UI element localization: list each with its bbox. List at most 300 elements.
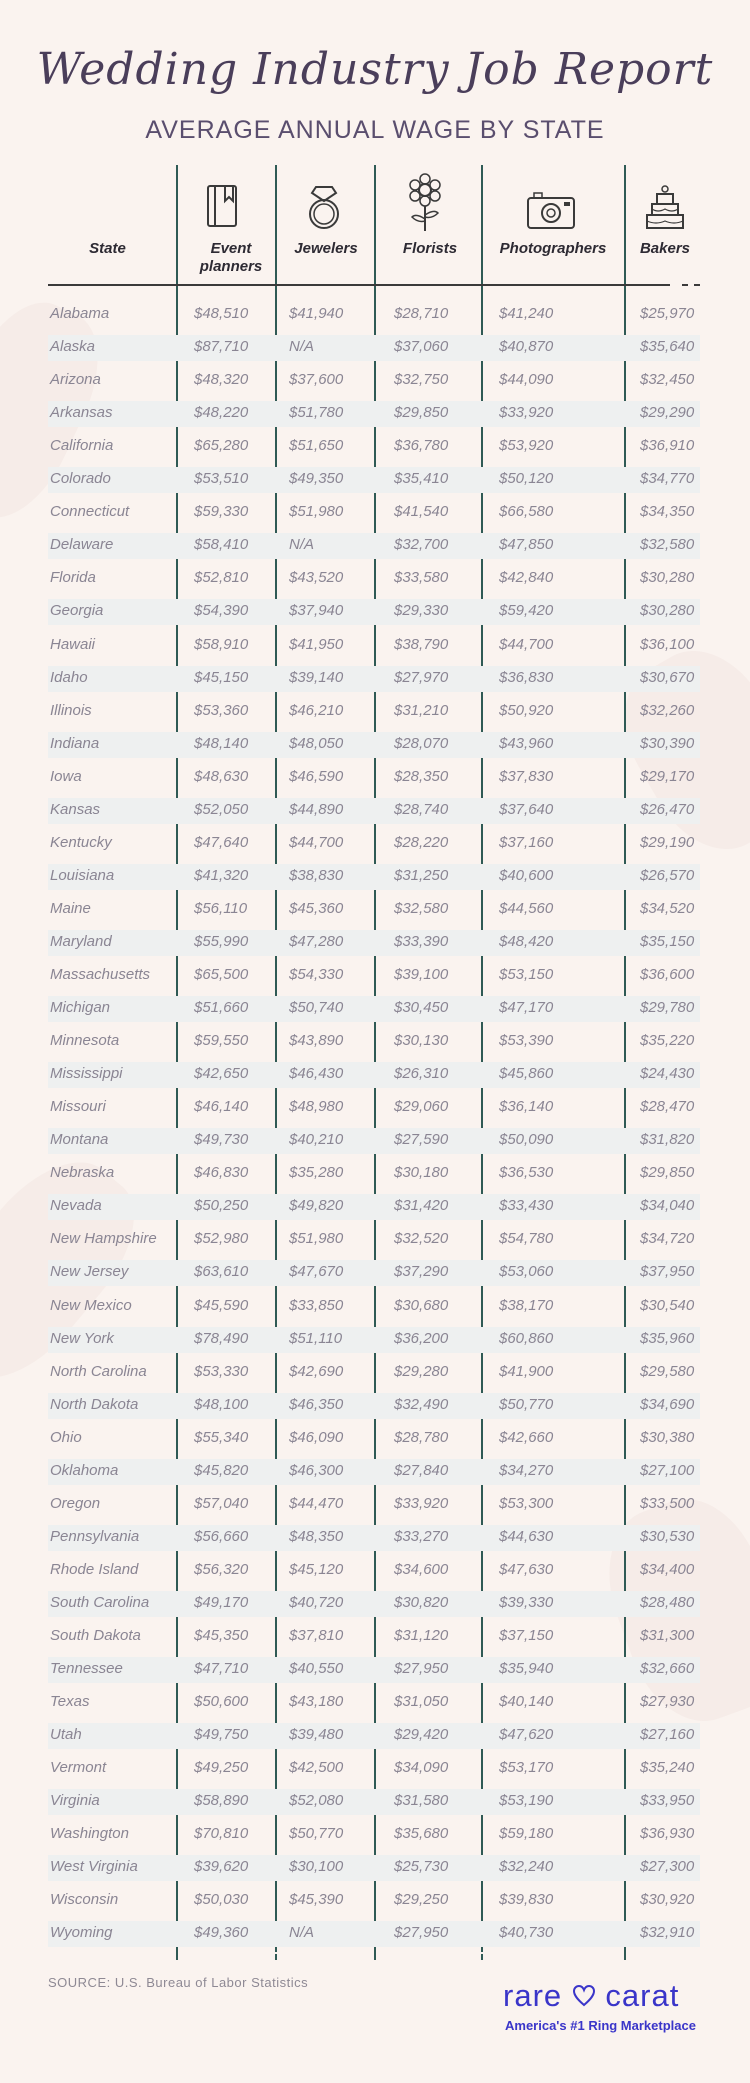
table-row-band <box>48 1062 700 1088</box>
table-row-band <box>48 1393 700 1419</box>
cell-photographers: $47,620 <box>499 1726 554 1744</box>
table-row-band <box>48 1723 700 1749</box>
cell-state: Virginia <box>50 1792 100 1810</box>
cell-florists: $25,730 <box>394 1858 449 1876</box>
cell-photographers: $40,870 <box>499 338 554 356</box>
cell-state: Texas <box>50 1693 90 1711</box>
cell-event-planners: $50,250 <box>194 1197 249 1215</box>
cell-bakers: $32,580 <box>640 536 695 554</box>
cell-photographers: $40,600 <box>499 866 554 884</box>
cell-florists: $27,950 <box>394 1924 449 1942</box>
cell-event-planners: $46,140 <box>194 1098 249 1116</box>
table-row-band <box>48 1525 700 1551</box>
cell-florists: $29,060 <box>394 1098 449 1116</box>
cell-jewelers: $40,720 <box>289 1593 344 1611</box>
cell-event-planners: $56,320 <box>194 1560 249 1578</box>
cell-event-planners: $53,360 <box>194 701 249 719</box>
table-row-band <box>48 401 700 427</box>
cell-event-planners: $54,390 <box>194 602 249 620</box>
cell-photographers: $54,780 <box>499 1230 554 1248</box>
cell-florists: $28,740 <box>394 800 449 818</box>
cell-event-planners: $50,600 <box>194 1693 249 1711</box>
cell-photographers: $50,090 <box>499 1131 554 1149</box>
cell-florists: $35,410 <box>394 470 449 488</box>
cell-jewelers: $51,650 <box>289 437 344 455</box>
cell-florists: $38,790 <box>394 635 449 653</box>
cell-event-planners: $47,640 <box>194 833 249 851</box>
cell-bakers: $35,150 <box>640 932 695 950</box>
cell-event-planners: $47,710 <box>194 1660 249 1678</box>
cell-event-planners: $52,980 <box>194 1230 249 1248</box>
cell-bakers: $30,280 <box>640 569 695 587</box>
cell-state: Montana <box>50 1131 109 1149</box>
cell-bakers: $29,850 <box>640 1164 695 1182</box>
cell-jewelers: $50,740 <box>289 999 344 1017</box>
header-state: State <box>89 240 126 257</box>
cell-state: Mississippi <box>50 1065 123 1083</box>
cell-jewelers: $39,480 <box>289 1726 344 1744</box>
cell-state: California <box>50 437 114 455</box>
cell-state: Rhode Island <box>50 1560 139 1578</box>
cell-jewelers: $46,090 <box>289 1428 344 1446</box>
table-row-band <box>48 1128 700 1154</box>
cell-photographers: $44,560 <box>499 899 554 917</box>
cell-state: Vermont <box>50 1759 107 1777</box>
cell-photographers: $60,860 <box>499 1329 554 1347</box>
cell-jewelers: $45,390 <box>289 1891 344 1909</box>
cell-photographers: $53,390 <box>499 1032 554 1050</box>
cell-state: Maryland <box>50 932 112 950</box>
cell-event-planners: $45,590 <box>194 1296 249 1314</box>
cell-event-planners: $87,710 <box>194 338 249 356</box>
cell-state: Maine <box>50 899 91 917</box>
cell-jewelers: $43,180 <box>289 1693 344 1711</box>
cell-photographers: $45,860 <box>499 1065 554 1083</box>
cell-state: Alabama <box>50 305 110 322</box>
cell-event-planners: $48,100 <box>194 1395 249 1413</box>
cell-florists: $41,540 <box>394 503 449 521</box>
cell-bakers: $35,240 <box>640 1759 695 1777</box>
cell-jewelers: $42,500 <box>289 1759 344 1777</box>
cell-florists: $29,850 <box>394 404 449 422</box>
cell-event-planners: $55,340 <box>194 1428 249 1446</box>
cell-jewelers: $42,690 <box>289 1362 344 1380</box>
cell-florists: $36,200 <box>394 1329 449 1347</box>
cell-bakers: $36,930 <box>640 1825 695 1843</box>
cell-event-planners: $39,620 <box>194 1858 249 1876</box>
cell-florists: $31,250 <box>394 866 449 884</box>
cell-jewelers: N/A <box>289 338 315 356</box>
cell-photographers: $37,150 <box>499 1627 554 1644</box>
cell-state: Kansas <box>50 800 101 818</box>
cell-bakers: $35,960 <box>640 1329 695 1347</box>
cell-state: Oregon <box>50 1494 101 1512</box>
cell-bakers: $29,190 <box>640 833 695 851</box>
cell-state: Georgia <box>50 602 104 620</box>
cell-photographers: $47,170 <box>499 999 554 1017</box>
cell-jewelers: $48,980 <box>289 1098 344 1116</box>
cell-florists: $27,970 <box>394 668 449 686</box>
table-row-band <box>48 996 700 1022</box>
cell-bakers: $27,930 <box>640 1693 695 1711</box>
cell-event-planners: $52,810 <box>194 569 249 587</box>
cell-bakers: $32,450 <box>640 371 695 389</box>
cell-florists: $33,920 <box>394 1494 449 1512</box>
cell-jewelers: $48,350 <box>289 1527 344 1545</box>
table-row-band <box>48 666 700 692</box>
cell-photographers: $33,430 <box>499 1197 554 1215</box>
cell-state: Connecticut <box>50 503 130 521</box>
cell-event-planners: $59,330 <box>194 503 249 521</box>
cell-state: New Jersey <box>50 1263 129 1281</box>
cell-florists: $28,780 <box>394 1428 449 1446</box>
cell-bakers: $30,530 <box>640 1527 695 1545</box>
cell-florists: $29,280 <box>394 1362 449 1380</box>
cell-photographers: $44,700 <box>499 635 554 653</box>
cell-photographers: $53,170 <box>499 1759 554 1777</box>
cell-photographers: $53,920 <box>499 437 554 455</box>
cell-jewelers: $46,590 <box>289 767 344 785</box>
cell-state: South Dakota <box>50 1627 141 1644</box>
cell-florists: $34,090 <box>394 1759 449 1777</box>
brand-name-left: rare <box>503 1978 563 2013</box>
cell-photographers: $41,240 <box>499 305 554 322</box>
table-row-band <box>48 533 700 559</box>
cell-jewelers: $54,330 <box>289 966 344 983</box>
cell-state: North Dakota <box>50 1395 139 1413</box>
cell-florists: $33,270 <box>394 1527 449 1545</box>
cell-event-planners: $56,110 <box>194 899 248 917</box>
cell-florists: $39,100 <box>394 966 449 983</box>
cell-bakers: $35,220 <box>640 1032 695 1050</box>
cell-event-planners: $49,170 <box>194 1593 249 1611</box>
cell-event-planners: $65,500 <box>194 966 249 983</box>
cell-photographers: $37,160 <box>499 833 554 851</box>
cell-state: South Carolina <box>50 1593 150 1611</box>
cell-florists: $32,520 <box>394 1230 449 1248</box>
cell-jewelers: $39,140 <box>289 668 344 686</box>
table-row-band <box>48 467 700 493</box>
cell-bakers: $30,920 <box>640 1891 695 1909</box>
cell-jewelers: $33,850 <box>289 1296 344 1314</box>
table-row-band <box>48 930 700 956</box>
cell-event-planners: $58,890 <box>194 1792 249 1810</box>
cell-event-planners: $49,730 <box>194 1131 249 1149</box>
brand-name-right: carat <box>605 1978 680 2013</box>
cell-state: Delaware <box>50 536 114 554</box>
cell-state: New Mexico <box>50 1296 132 1314</box>
header-bakers: Bakers <box>639 240 691 257</box>
cell-jewelers: $46,210 <box>289 701 344 719</box>
cell-state: Minnesota <box>50 1032 120 1050</box>
cell-florists: $29,420 <box>394 1726 449 1744</box>
cell-bakers: $28,480 <box>640 1593 695 1611</box>
cell-state: Arkansas <box>50 404 113 422</box>
cell-photographers: $59,420 <box>499 602 554 620</box>
cell-photographers: $40,730 <box>499 1924 554 1942</box>
cell-photographers: $53,300 <box>499 1494 554 1512</box>
table-row-band <box>48 1327 700 1353</box>
cell-florists: $30,180 <box>394 1164 449 1182</box>
cell-florists: $27,590 <box>394 1131 449 1149</box>
cell-event-planners: $48,510 <box>194 305 249 322</box>
cell-florists: $30,820 <box>394 1593 449 1611</box>
cell-event-planners: $48,140 <box>194 734 249 752</box>
cell-bakers: $33,500 <box>640 1494 695 1512</box>
brand-logo <box>503 1978 679 2014</box>
page-title: Wedding Industry Job Report <box>36 44 714 95</box>
cell-florists: $27,950 <box>394 1660 449 1678</box>
cell-florists: $34,600 <box>394 1560 449 1578</box>
page-subtitle: AVERAGE ANNUAL WAGE BY STATE <box>145 116 605 144</box>
cell-florists: $32,490 <box>394 1395 449 1413</box>
cell-jewelers: $48,050 <box>289 734 344 752</box>
cell-bakers: $36,100 <box>640 635 695 653</box>
cell-photographers: $50,770 <box>499 1395 554 1413</box>
cell-jewelers: N/A <box>289 1924 315 1942</box>
cell-event-planners: $42,650 <box>194 1065 249 1083</box>
source-note: SOURCE: U.S. Bureau of Labor Statistics <box>48 1975 309 1990</box>
cell-bakers: $36,600 <box>640 966 695 983</box>
cell-jewelers: $46,430 <box>289 1065 344 1083</box>
cell-bakers: $32,660 <box>640 1660 695 1678</box>
cell-jewelers: $41,940 <box>289 305 344 322</box>
cell-bakers: $31,820 <box>640 1131 695 1149</box>
cell-photographers: $36,530 <box>499 1164 554 1182</box>
cell-bakers: $30,380 <box>640 1428 695 1446</box>
cell-jewelers: $46,300 <box>289 1461 344 1479</box>
cell-event-planners: $78,490 <box>194 1329 249 1347</box>
cell-jewelers: $45,120 <box>289 1560 344 1578</box>
cell-florists: $33,390 <box>394 932 449 950</box>
cell-state: Nebraska <box>50 1164 115 1182</box>
cell-florists: $36,780 <box>394 437 449 455</box>
cell-florists: $37,060 <box>394 338 449 356</box>
cell-state: Colorado <box>50 470 111 488</box>
cell-jewelers: $43,520 <box>289 569 344 587</box>
cell-florists: $30,680 <box>394 1296 449 1314</box>
cell-photographers: $32,240 <box>499 1858 554 1876</box>
cell-bakers: $30,540 <box>640 1296 695 1314</box>
cell-photographers: $44,630 <box>499 1527 554 1545</box>
cell-florists: $28,710 <box>394 305 449 322</box>
cell-photographers: $44,090 <box>499 371 554 389</box>
cell-bakers: $33,950 <box>640 1792 695 1810</box>
cell-state: Florida <box>50 569 96 587</box>
header-jewelers: Jewelers <box>294 240 358 257</box>
cell-jewelers: $35,280 <box>289 1164 344 1182</box>
table-row-band <box>48 1657 700 1683</box>
cell-photographers: $38,170 <box>499 1296 554 1314</box>
cell-bakers: $27,300 <box>640 1858 695 1876</box>
cell-state: Michigan <box>50 999 111 1017</box>
cell-state: Missouri <box>50 1098 106 1116</box>
cell-event-planners: $46,830 <box>194 1164 249 1182</box>
cell-jewelers: $30,100 <box>289 1858 344 1876</box>
cell-photographers: $37,830 <box>499 767 554 785</box>
cell-photographers: $53,190 <box>499 1792 554 1810</box>
cell-state: Idaho <box>50 668 88 686</box>
table-row-band <box>48 732 700 758</box>
cell-event-planners: $49,250 <box>194 1759 249 1777</box>
cell-state: Hawaii <box>50 635 96 653</box>
cell-state: West Virginia <box>50 1858 138 1876</box>
table-row-band <box>48 599 700 625</box>
cell-bakers: $34,770 <box>640 470 695 488</box>
cell-jewelers: $49,350 <box>289 470 344 488</box>
cell-jewelers: $51,110 <box>289 1329 343 1347</box>
cell-photographers: $36,140 <box>499 1098 554 1116</box>
cell-bakers: $30,390 <box>640 734 695 752</box>
cell-florists: $26,310 <box>394 1065 449 1083</box>
cell-bakers: $29,780 <box>640 999 695 1017</box>
cell-photographers: $43,960 <box>499 734 554 752</box>
cell-florists: $28,070 <box>394 734 449 752</box>
cell-florists: $35,680 <box>394 1825 449 1843</box>
cell-florists: $31,050 <box>394 1693 449 1711</box>
cell-photographers: $50,120 <box>499 470 554 488</box>
cell-photographers: $35,940 <box>499 1660 554 1678</box>
cell-event-planners: $59,550 <box>194 1032 249 1050</box>
cell-jewelers: $51,980 <box>289 1230 344 1248</box>
header-event-planners: Event planners <box>199 240 263 275</box>
cell-state: Massachusetts <box>50 966 151 983</box>
cell-bakers: $25,970 <box>640 305 695 322</box>
cell-bakers: $34,520 <box>640 899 695 917</box>
ring-icon <box>304 183 344 231</box>
cell-jewelers: $44,700 <box>289 833 344 851</box>
cell-jewelers: $45,360 <box>289 899 344 917</box>
cell-jewelers: $52,080 <box>289 1792 344 1810</box>
cell-jewelers: $40,550 <box>289 1660 344 1678</box>
cell-photographers: $33,920 <box>499 404 554 422</box>
cell-state: Indiana <box>50 734 100 752</box>
cell-photographers: $42,840 <box>499 569 554 587</box>
cell-photographers: $42,660 <box>499 1428 554 1446</box>
cell-bakers: $34,400 <box>640 1560 695 1578</box>
cell-jewelers: $44,890 <box>289 800 344 818</box>
cell-event-planners: $63,610 <box>194 1263 249 1281</box>
cell-photographers: $41,900 <box>499 1362 554 1380</box>
book-icon <box>205 183 239 231</box>
cell-photographers: $34,270 <box>499 1461 554 1479</box>
cell-event-planners: $58,910 <box>194 635 249 653</box>
cell-jewelers: $44,470 <box>289 1494 344 1512</box>
camera-icon <box>526 190 576 230</box>
cell-event-planners: $49,750 <box>194 1726 249 1744</box>
cell-photographers: $53,060 <box>499 1263 554 1281</box>
cell-bakers: $36,910 <box>640 437 695 455</box>
cell-florists: $32,580 <box>394 899 449 917</box>
cell-bakers: $37,950 <box>640 1263 695 1281</box>
cell-jewelers: $43,890 <box>289 1032 344 1050</box>
cell-jewelers: $40,210 <box>289 1131 344 1149</box>
header-florists: Florists <box>402 240 458 257</box>
cell-bakers: $28,470 <box>640 1098 695 1116</box>
cell-florists: $31,120 <box>394 1627 449 1644</box>
cell-florists: $29,250 <box>394 1891 449 1909</box>
cell-state: New Hampshire <box>50 1230 157 1248</box>
cell-florists: $29,330 <box>394 602 449 620</box>
cell-jewelers: $50,770 <box>289 1825 344 1843</box>
cell-event-planners: $45,820 <box>194 1461 249 1479</box>
cell-event-planners: $58,410 <box>194 536 249 554</box>
cell-florists: $31,210 <box>394 701 449 719</box>
table-row-band <box>48 1260 700 1286</box>
cell-florists: $32,700 <box>394 536 449 554</box>
cell-florists: $27,840 <box>394 1461 449 1479</box>
cell-photographers: $39,830 <box>499 1891 554 1909</box>
cell-photographers: $36,830 <box>499 668 554 686</box>
cell-bakers: $29,290 <box>640 404 695 422</box>
cell-photographers: $48,420 <box>499 932 554 950</box>
cell-bakers: $24,430 <box>640 1065 695 1083</box>
cell-florists: $37,290 <box>394 1263 449 1281</box>
cell-bakers: $31,300 <box>640 1627 695 1644</box>
cell-bakers: $34,040 <box>640 1197 695 1215</box>
table-row-band <box>48 1855 700 1881</box>
cell-event-planners: $55,990 <box>194 932 249 950</box>
cell-jewelers: $47,280 <box>289 932 344 950</box>
cell-jewelers: $49,820 <box>289 1197 344 1215</box>
cell-jewelers: $38,830 <box>289 866 344 884</box>
cell-state: Louisiana <box>50 866 115 884</box>
cell-state: Washington <box>50 1825 129 1843</box>
cell-bakers: $27,100 <box>640 1461 695 1479</box>
cell-photographers: $37,640 <box>499 800 554 818</box>
cell-bakers: $26,570 <box>640 866 695 884</box>
cell-event-planners: $48,320 <box>194 371 249 389</box>
cell-bakers: $30,280 <box>640 602 695 620</box>
cell-state: New York <box>50 1329 114 1347</box>
cell-bakers: $32,260 <box>640 701 695 719</box>
cell-state: Wisconsin <box>50 1891 119 1909</box>
cell-event-planners: $45,150 <box>194 668 249 686</box>
cell-state: Pennsylvania <box>50 1527 140 1545</box>
table-row-band <box>48 1194 700 1220</box>
cell-state: Tennessee <box>50 1660 123 1678</box>
header-divider-dashed <box>682 284 700 286</box>
cell-event-planners: $48,630 <box>194 767 249 785</box>
cell-florists: $30,450 <box>394 999 449 1017</box>
cell-event-planners: $53,330 <box>194 1362 249 1380</box>
cell-state: Oklahoma <box>50 1461 119 1479</box>
cell-bakers: $34,690 <box>640 1395 695 1413</box>
table-row-band <box>48 335 700 361</box>
cell-photographers: $40,140 <box>499 1693 554 1711</box>
cell-bakers: $29,170 <box>640 767 695 785</box>
cell-state: Ohio <box>50 1428 82 1446</box>
cell-jewelers: N/A <box>289 536 315 554</box>
cell-photographers: $59,180 <box>499 1825 554 1843</box>
cell-state: Kentucky <box>50 833 112 851</box>
table-row-band <box>48 1789 700 1815</box>
cell-florists: $33,580 <box>394 569 449 587</box>
table-row-band <box>48 864 700 890</box>
cell-florists: $30,130 <box>394 1032 449 1050</box>
cell-florists: $32,750 <box>394 371 449 389</box>
cell-bakers: $32,910 <box>640 1924 695 1942</box>
cell-state: North Carolina <box>50 1362 147 1380</box>
cell-florists: $28,220 <box>394 833 449 851</box>
cell-event-planners: $48,220 <box>194 404 249 422</box>
cell-state: Illinois <box>50 701 92 719</box>
cell-jewelers: $47,670 <box>289 1263 344 1281</box>
cell-event-planners: $49,360 <box>194 1924 249 1942</box>
cell-photographers: $66,580 <box>499 503 554 521</box>
cell-bakers: $35,640 <box>640 338 695 356</box>
table-row-band <box>48 1921 700 1947</box>
